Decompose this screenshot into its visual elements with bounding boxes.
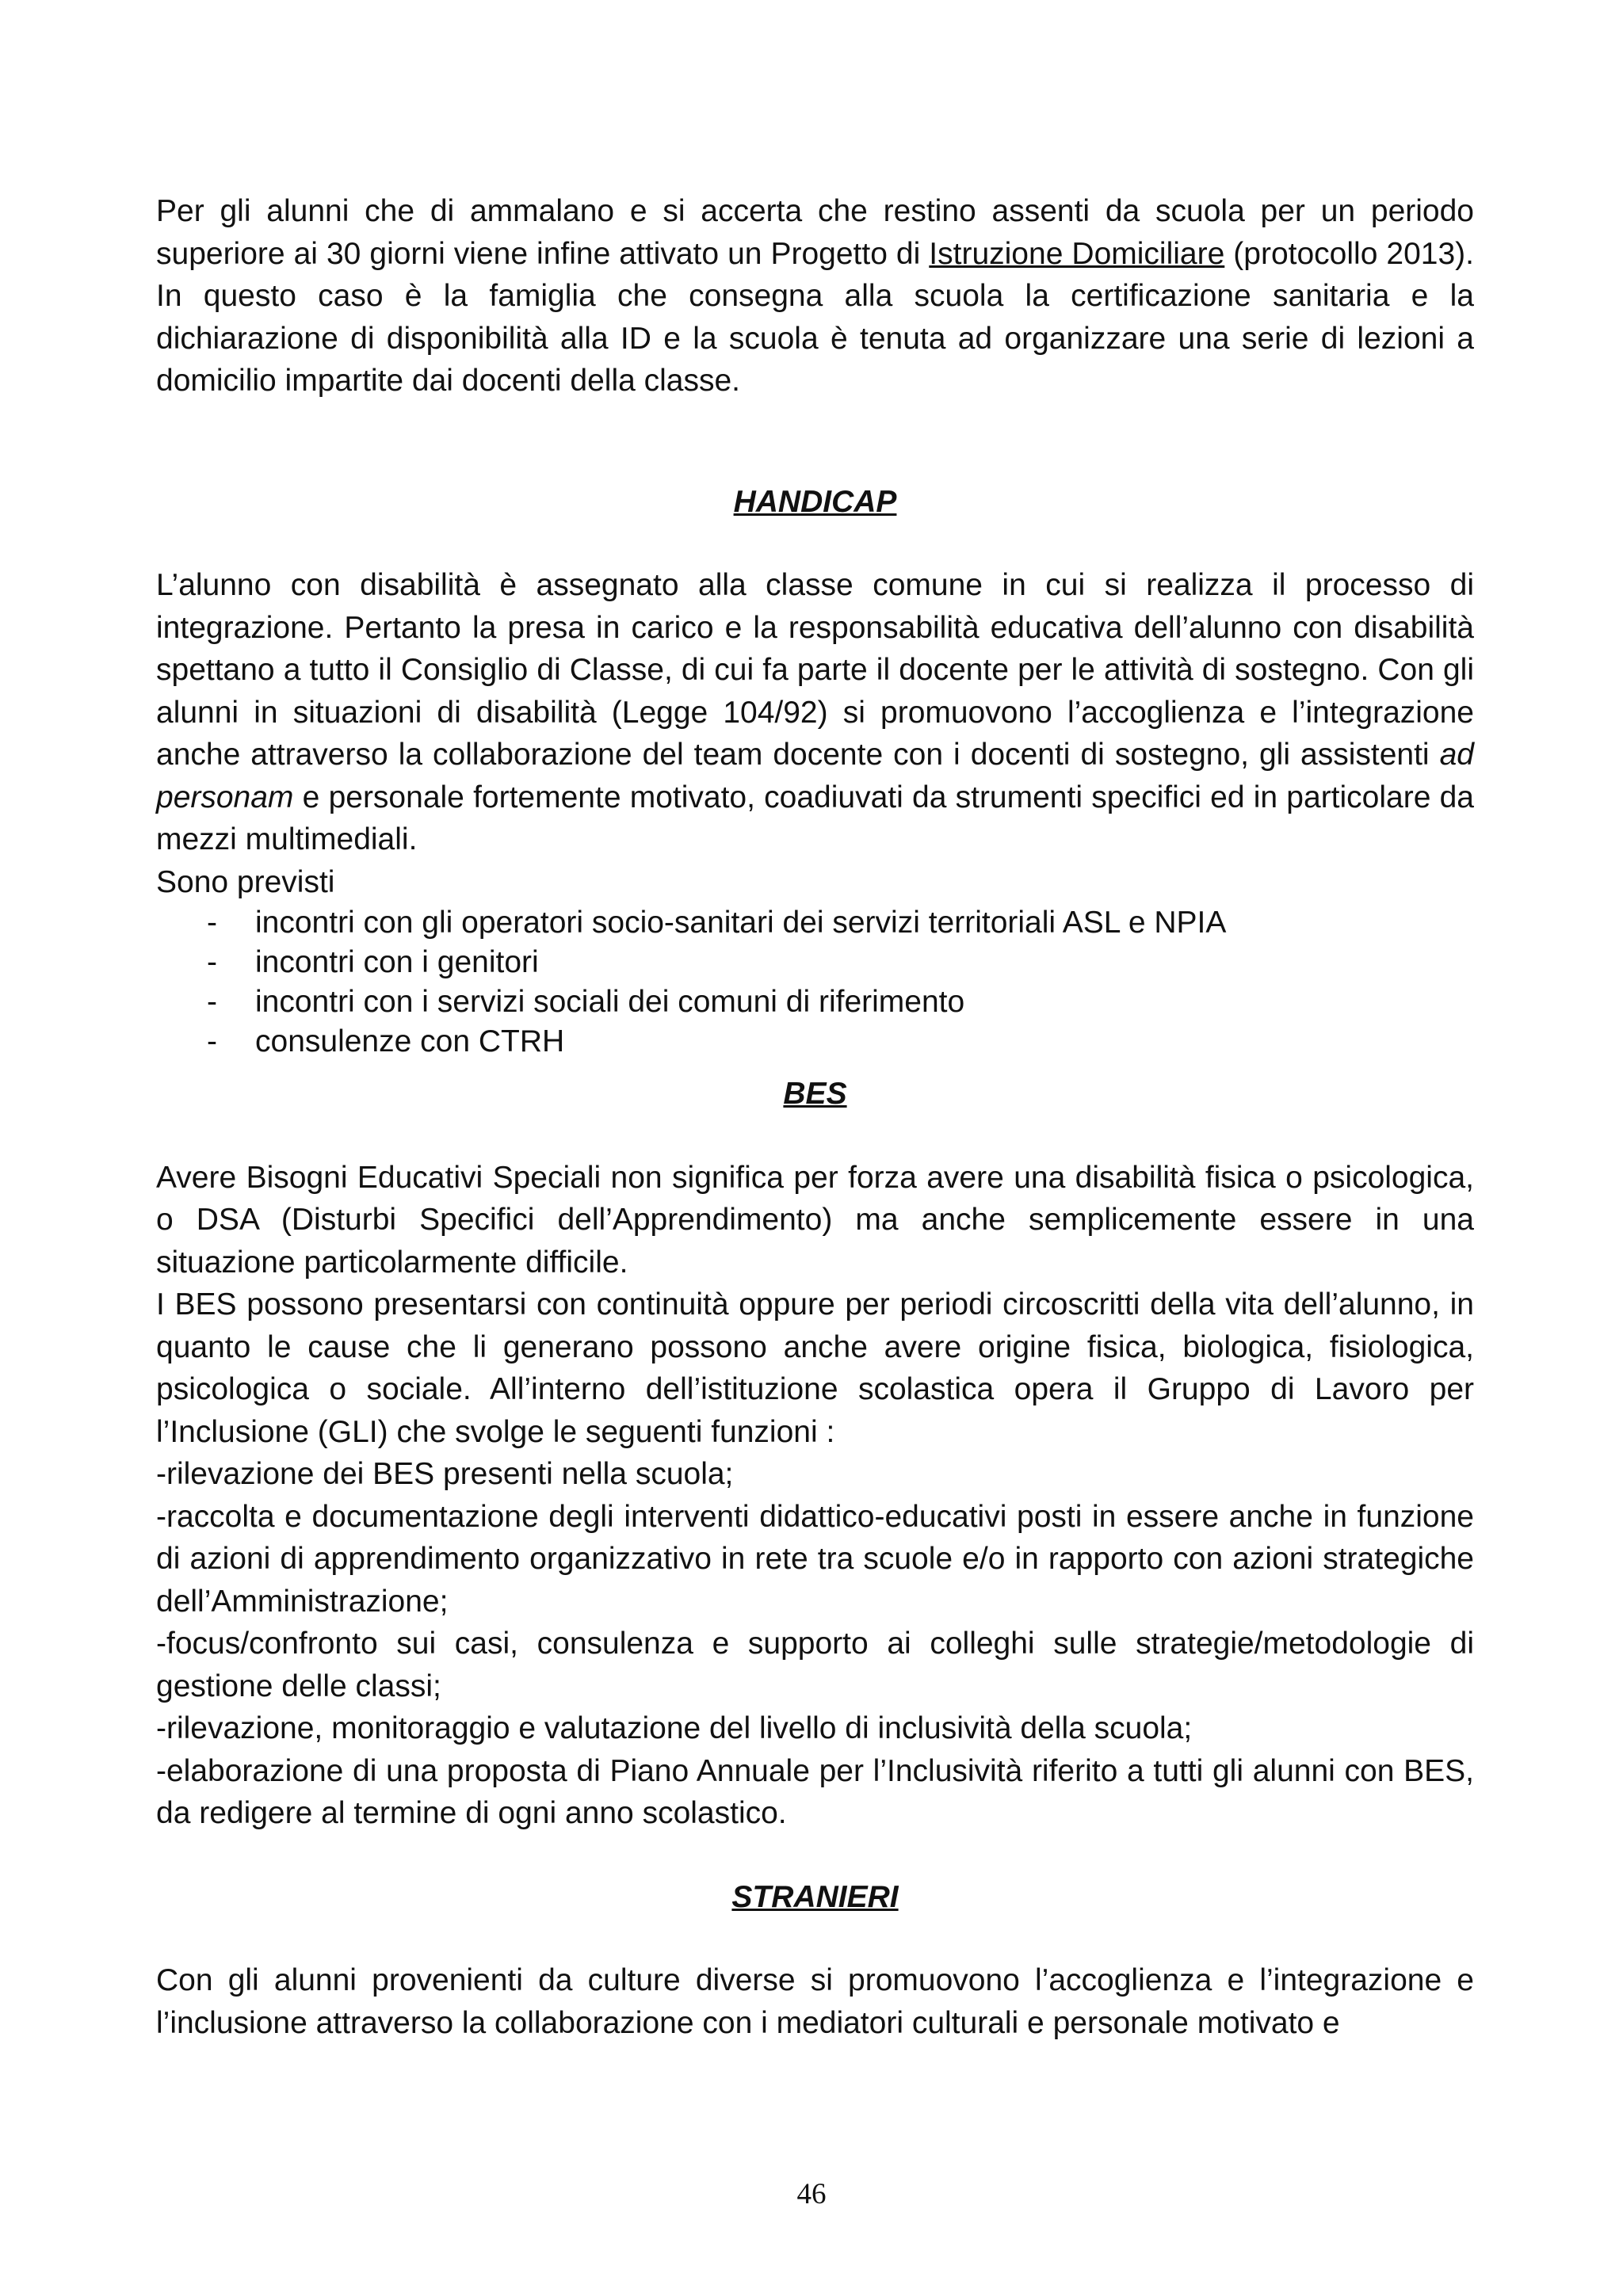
bes-heading: BES bbox=[783, 1077, 847, 1111]
list-item: - incontri con i servizi sociali dei comuni di riferimento bbox=[156, 982, 1474, 1022]
page-number: 46 bbox=[796, 2178, 827, 2210]
handicap-paragraph: L’alunno con disabilità è assegnato alla classe comune in cui si realizza il processo di integrazione. Pertanto la presa in carico e la responsabilità educativa dell’alunno con disabilità spettano a tutto il Consiglio di Classe, di cui fa parte il docente per le attività di sostegno. Con gli alunni in situazioni di disabilità (Legge 104/92) si promuovono l’accoglienza e l’integrazione anche attraverso la collaborazione del team docente con i docenti di sostegno, gli assistenti ad personam e personale fortemente motivato, coadiuvati da strumenti specifici ed in particolare da mezzi multimediali. bbox=[156, 568, 1474, 856]
list-item: - consulenze con CTRH bbox=[156, 1022, 1474, 1062]
gli-function-item: -raccolta e documentazione degli interventi didattico-educativi posti in essere anche in funzione di azioni di apprendimento organizzativo in rete tra scuole e/o in rapporto con azioni strategiche dell’Amministrazione; bbox=[156, 1499, 1474, 1619]
gli-function-item: -focus/confronto sui casi, consulenza e supporto ai colleghi sulle strategie/metodologie di gestione delle classi; bbox=[156, 1627, 1474, 1703]
list-item: - incontri con i genitori bbox=[156, 943, 1474, 982]
dash-bullet: - bbox=[207, 1024, 217, 1058]
gli-function-item: -rilevazione, monitoraggio e valutazione del livello di inclusività della scuola; bbox=[156, 1711, 1193, 1745]
stranieri-paragraph: Con gli alunni provenienti da culture diverse si promuovono l’accoglienza e l’integrazione e l’inclusione attraverso la collaborazione con i mediatori culturali e personale motivato e bbox=[156, 1963, 1474, 2040]
bes-paragraph-1: Avere Bisogni Educativi Speciali non significa per forza avere una disabilità fisica o psicologica, o DSA (Disturbi Specifici dell’Apprendimento) ma anche semplicemente essere in una situazione particolarmente difficile. bbox=[156, 1160, 1474, 1280]
dash-bullet: - bbox=[207, 906, 217, 940]
dash-bullet: - bbox=[207, 945, 217, 979]
gli-function-item: -rilevazione dei BES presenti nella scuola; bbox=[156, 1457, 734, 1491]
dash-bullet: - bbox=[207, 985, 217, 1019]
stranieri-heading: STRANIERI bbox=[731, 1879, 899, 1914]
intro-paragraph: Per gli alunni che di ammalano e si accerta che restino assenti da scuola per un periodo superiore ai 30 giorni viene infine attivato un Progetto di Istruzione Domiciliare (protocollo 2013). In questo caso è la famiglia che consegna alla scuola la certificazione sanitaria e la dichiarazione di disponibilità alla ID e la scuola è tenuta ad organizzare una serie di lezioni a domicilio impartite dai docenti della classe. bbox=[156, 194, 1474, 398]
handicap-heading: HANDICAP bbox=[733, 484, 897, 519]
gli-function-item: -elaborazione di una proposta di Piano Annuale per l’Inclusività riferito a tutti gli alunni con BES, da redigere al termine di ogni anno scolastico. bbox=[156, 1753, 1474, 1830]
services-list bbox=[156, 903, 1474, 1062]
list-item: - incontri con gli operatori socio-sanitari dei servizi territoriali ASL e NPIA bbox=[156, 903, 1474, 943]
page-content bbox=[156, 190, 1474, 2044]
ad-personam-emphasis: ad personam bbox=[156, 738, 1474, 814]
istruzione-domiciliare-link[interactable]: Istruzione Domiciliare bbox=[929, 236, 1225, 271]
bes-paragraph-2: I BES possono presentarsi con continuità oppure per periodi circoscritti della vita dell’alunno, in quanto le cause che li generano possono anche avere origine fisica, biologica, fisiologica, psicologica o sociale. All’interno dell’istituzione scolastica opera il Gruppo di Lavoro per l’Inclusione (GLI) che svolge le seguenti funzioni : bbox=[156, 1287, 1474, 1449]
list-intro: Sono previsti bbox=[156, 864, 335, 899]
